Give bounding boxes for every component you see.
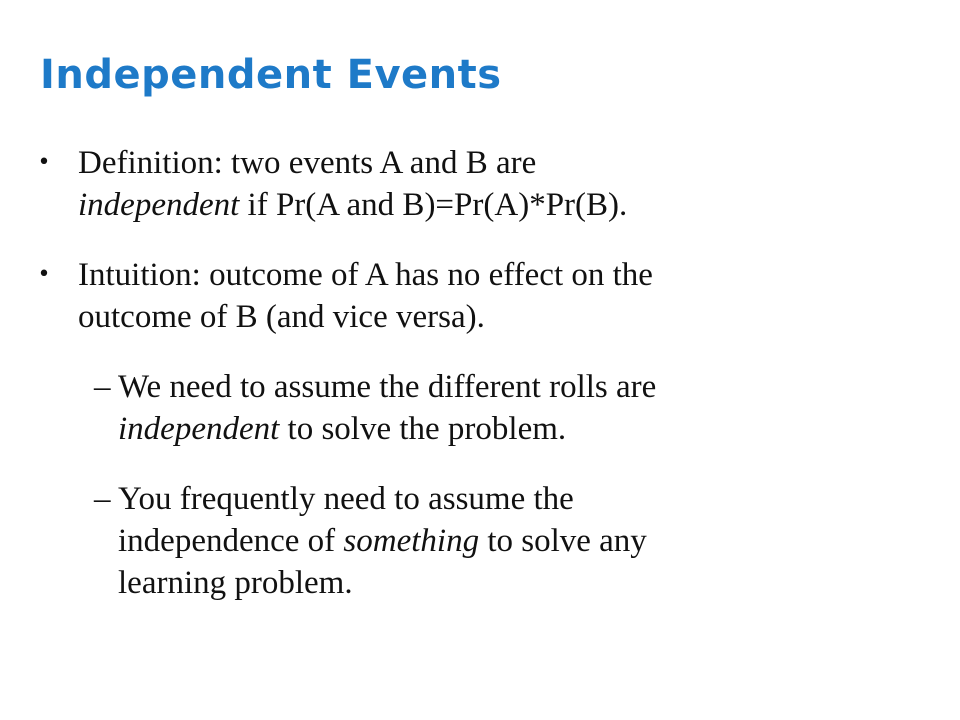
text-line: We need to assume the different rolls are [118, 369, 657, 405]
subitem-independent-rolls [94, 366, 918, 450]
bullet-item-intuition [37, 254, 938, 338]
bullet-item-definition [37, 142, 938, 226]
bullet-dot-icon: • [37, 262, 51, 287]
text-line: Intuition: outcome of A has no effect on the [78, 257, 653, 293]
subitem-assume-independence [94, 478, 918, 604]
text-line: You frequently need to assume the [118, 481, 574, 517]
text-line: Definition: two events A and B are [78, 145, 537, 181]
text-line: outcome of B (and vice versa). [78, 299, 485, 335]
bullet-dot-icon: • [37, 150, 51, 175]
emphasis-text: independent [78, 187, 240, 223]
text-line: independent to solve the problem. [118, 411, 567, 447]
emphasis-text: independent [118, 411, 280, 447]
en-dash-icon: – [94, 481, 111, 517]
en-dash-icon: – [94, 369, 111, 405]
text-line: independent if Pr(A and B)=Pr(A)*Pr(B). [78, 187, 628, 223]
text-line: learning problem. [118, 565, 353, 601]
text-line: independence of something to solve any [118, 523, 647, 559]
emphasis-text: something [343, 523, 480, 559]
slide-title: Independent Events [40, 52, 502, 98]
